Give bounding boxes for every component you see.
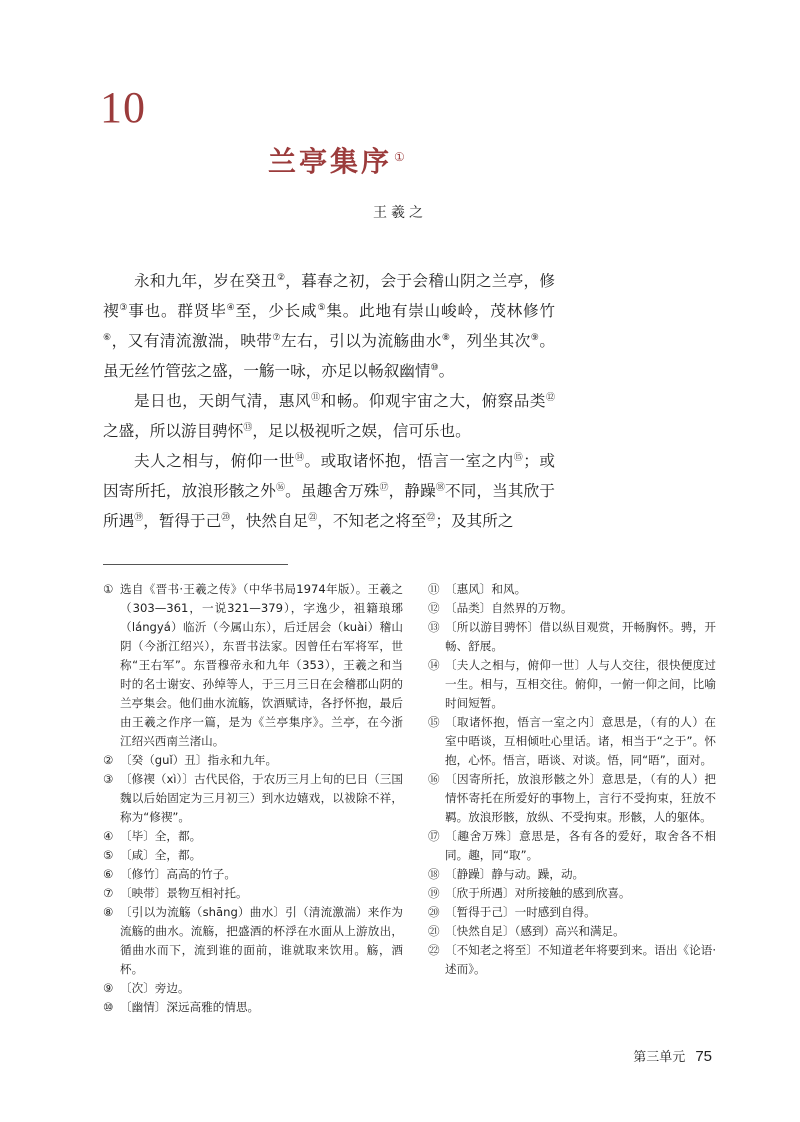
footnote-number: ⑳: [428, 905, 440, 919]
footnote-marker[interactable]: ⑮: [513, 452, 524, 463]
footnote-text: 〔品类〕自然界的万物。: [445, 601, 573, 615]
footnote-marker[interactable]: ㉒: [426, 512, 436, 523]
text-segment: 。虽趣舍万殊: [285, 482, 380, 500]
footnote-number: ⑨: [103, 981, 114, 995]
text-segment: 不同，当其欣于所遇: [103, 482, 555, 530]
footnote-number: ⑧: [103, 905, 114, 919]
footnote-item: [428, 656, 716, 713]
footnote-item: [428, 922, 716, 941]
text-segment: ；及其所之: [435, 512, 514, 530]
unit-label: 第三单元: [633, 1050, 686, 1065]
footnote-item: [103, 884, 403, 903]
footnote-text: 〔所以游目骋怀〕借以纵目观赏，开畅胸怀。骋，开畅、舒展。: [445, 620, 716, 653]
footnote-item: [103, 998, 403, 1017]
paragraph-2: [103, 386, 555, 446]
text-segment: ，暮春之初，会于会稽山阴之兰亭，修禊: [103, 272, 555, 320]
footnote-text: 〔暂得于己〕一时感到自得。: [445, 905, 596, 919]
footnote-number: ㉒: [428, 943, 440, 957]
footnote-item: [428, 903, 716, 922]
text-segment: ，足以极视听之娱，信可乐也。: [252, 422, 471, 440]
footnote-item: [428, 580, 716, 599]
footnote-text: 〔取诸怀抱，悟言一室之内〕意思是，（有的人）在室中晤谈，互相倾吐心里话。诸，相当于“之于”。怀抱，心怀。悟言，晤谈、对谈。悟，同“晤”，面对。: [445, 715, 716, 767]
footnote-text: 〔趣舍万殊〕意思是，各有各的爱好，取舍各不相同。趣，同“取”。: [445, 829, 716, 862]
footnote-text: 〔幽情〕深远高雅的情思。: [120, 1000, 260, 1014]
footnote-marker[interactable]: ⑨: [530, 332, 540, 343]
footnote-item: [103, 827, 403, 846]
footnote-text: 〔咸〕全，都。: [120, 848, 202, 862]
text-segment: 事也。群贤毕: [128, 302, 227, 320]
text-segment: 永和九年，岁在癸丑: [134, 272, 277, 290]
footnote-number: ⑬: [428, 620, 440, 634]
footnotes-right-column: [428, 580, 716, 979]
footnote-item: [103, 903, 403, 979]
page-footer: [633, 1046, 712, 1065]
title-footnote-marker[interactable]: ①: [394, 149, 408, 164]
footnote-number: ⑩: [103, 1000, 114, 1014]
paragraph-1: [103, 266, 555, 386]
footnote-number: ⑮: [428, 715, 440, 729]
author-name: 王羲之: [373, 205, 427, 221]
footnote-item: [428, 941, 716, 979]
text-segment: 之盛，所以游目骋怀: [103, 422, 244, 440]
paragraph-3: [103, 446, 555, 536]
text-segment: 夫人之相与，俯仰一世: [134, 452, 295, 470]
footnote-text: 〔夫人之相与，俯仰一世〕人与人交往，很快便度过一生。相与，互相交往。俯仰，一俯一仰之间，比喻时间短暂。: [445, 658, 716, 710]
text-segment: ，列坐其次: [450, 332, 531, 350]
text-segment: ，不知老之将至: [317, 512, 427, 530]
footnote-number: ①: [103, 582, 114, 596]
text-segment: 。虽无丝竹管弦之盛，一觞一咏，亦足以畅叙幽情: [103, 332, 555, 380]
footnote-text: 〔修禊（xì）〕古代民俗，于农历三月上旬的巳日（三国魏以后始固定为三月初三）到水边嬉戏，以祓除不祥，称为“修禊”。: [120, 772, 403, 824]
footnotes-left-column: [103, 580, 403, 1017]
text-segment: 。: [438, 362, 455, 380]
footnote-item: [103, 865, 403, 884]
footnote-text: 〔毕〕全，都。: [120, 829, 202, 843]
text-segment: ，快然自足: [230, 512, 309, 530]
footnote-marker[interactable]: ⑰: [379, 482, 389, 493]
text-segment: ，暂得于己: [143, 512, 222, 530]
text-segment: 。或取诸怀抱，悟言一室之内: [304, 452, 514, 470]
footnote-item: [103, 770, 403, 827]
footnote-item: [103, 979, 403, 998]
text-segment: ，静躁: [388, 482, 436, 500]
footnote-item: [103, 751, 403, 770]
text-segment: 至，少长咸: [235, 302, 318, 320]
footnote-number: ⑰: [428, 829, 440, 843]
text-segment: ；或因寄所托，放浪形骸之外: [103, 452, 555, 500]
lesson-title: [268, 140, 408, 180]
footnote-marker[interactable]: ⑭: [294, 452, 305, 463]
footnote-marker[interactable]: ④: [226, 302, 236, 313]
footnote-item: [428, 599, 716, 618]
footnote-number: ⑫: [428, 601, 440, 615]
text-segment: 左右，引以为流觞曲水: [280, 332, 442, 350]
footnote-number: ④: [103, 829, 114, 843]
footnote-number: ②: [103, 753, 114, 767]
main-text: [103, 266, 555, 536]
footnote-marker[interactable]: ③: [119, 302, 129, 313]
footnote-item: [428, 865, 716, 884]
footnote-number: ⑥: [103, 867, 114, 881]
text-segment: ，又有清流激湍，映带: [111, 332, 273, 350]
lesson-number: 10: [100, 83, 146, 132]
footnote-divider: [103, 564, 288, 565]
footnote-text: 〔快然自足〕（感到）高兴和满足。: [445, 924, 625, 938]
footnote-marker[interactable]: ⑱: [435, 482, 445, 493]
footnote-text: 〔次〕旁边。: [120, 981, 190, 995]
footnote-text: 〔映带〕景物互相衬托。: [120, 886, 248, 900]
footnote-text: 〔修竹〕高高的竹子。: [120, 867, 236, 881]
page-number: 75: [695, 1048, 712, 1065]
text-segment: 是日也，天朗气清，惠风: [134, 392, 312, 410]
footnote-item: [103, 846, 403, 865]
text-segment: 集。此地有崇山峻岭，茂林修竹: [326, 302, 555, 320]
footnote-marker[interactable]: ⑫: [545, 392, 555, 403]
footnote-text: 〔惠风〕和风。: [445, 582, 527, 596]
footnote-item: [428, 884, 716, 903]
footnote-marker[interactable]: ㉑: [308, 512, 318, 523]
footnote-number: ⑯: [428, 772, 440, 786]
footnote-number: ③: [103, 772, 114, 786]
text-segment: 和畅。仰观宇宙之大，俯察品类: [320, 392, 546, 410]
footnote-number: ㉑: [428, 924, 440, 938]
footnote-number: ⑤: [103, 848, 114, 862]
footnote-marker[interactable]: ②: [276, 272, 286, 283]
footnote-item: [103, 580, 403, 751]
footnote-text: 〔不知老之将至〕不知道老年将要到来。语出《论语·述而》。: [445, 943, 716, 976]
footnote-number: ⑪: [428, 582, 440, 596]
footnote-marker[interactable]: ⑯: [276, 482, 286, 493]
footnote-marker[interactable]: ⑳: [221, 512, 231, 523]
footnote-number: ⑲: [428, 886, 440, 900]
footnote-marker[interactable]: ⑩: [430, 362, 439, 373]
footnote-marker[interactable]: ⑬: [243, 422, 253, 433]
footnote-marker[interactable]: ⑪: [311, 392, 321, 403]
footnote-marker[interactable]: ⑲: [134, 512, 144, 523]
footnote-item: [428, 770, 716, 827]
footnote-marker[interactable]: ⑦: [272, 332, 281, 343]
title-text: 兰亭集序: [268, 145, 393, 178]
footnote-marker[interactable]: ⑥: [103, 332, 112, 343]
footnote-text: 〔欣于所遇〕对所接触的感到欣喜。: [445, 886, 631, 900]
footnote-item: [428, 713, 716, 770]
footnote-number: ⑦: [103, 886, 114, 900]
footnote-text: 选自《晋书·王羲之传》（中华书局1974年版）。王羲之（303—361，一说321—379），字逸少，祖籍琅琊（lángyá）临沂（今属山东），后迁居会（kuài）稽山阴（今浙江绍兴），东晋书法家。因曾任右军将军，世称“王右军”。东晋穆帝永和九年（353），王羲之和当时的名士谢安、孙绰等人，于三月三日在会稽郡山阴的兰亭集会。他们曲水流觞，饮酒赋诗，各抒怀抱，最后由王羲之作序一篇，是为《兰亭集序》。兰亭，在今浙江绍兴西南兰渚山。: [120, 582, 403, 748]
footnote-item: [428, 618, 716, 656]
footnote-text: 〔癸（guǐ）丑〕指永和九年。: [120, 753, 278, 767]
footnote-text: 〔因寄所托，放浪形骸之外〕意思是，（有的人）把情怀寄托在所爱好的事物上，言行不受拘束，狂放不羁。放浪形骸，放纵、不受拘束。形骸，人的躯体。: [445, 772, 716, 824]
footnote-text: 〔引以为流觞（shāng）曲水〕引（清流激湍）来作为流觞的曲水。流觞，把盛酒的杯浮在水面从上游放出，循曲水而下，流到谁的面前，谁就取来饮用。觞，酒杯。: [120, 905, 403, 976]
footnote-text: 〔静躁〕静与动。躁，动。: [445, 867, 585, 881]
footnote-number: ⑭: [428, 658, 440, 672]
footnote-number: ⑱: [428, 867, 440, 881]
footnote-marker[interactable]: ⑧: [441, 332, 451, 343]
footnote-item: [428, 827, 716, 865]
footnote-marker[interactable]: ⑤: [317, 302, 327, 313]
